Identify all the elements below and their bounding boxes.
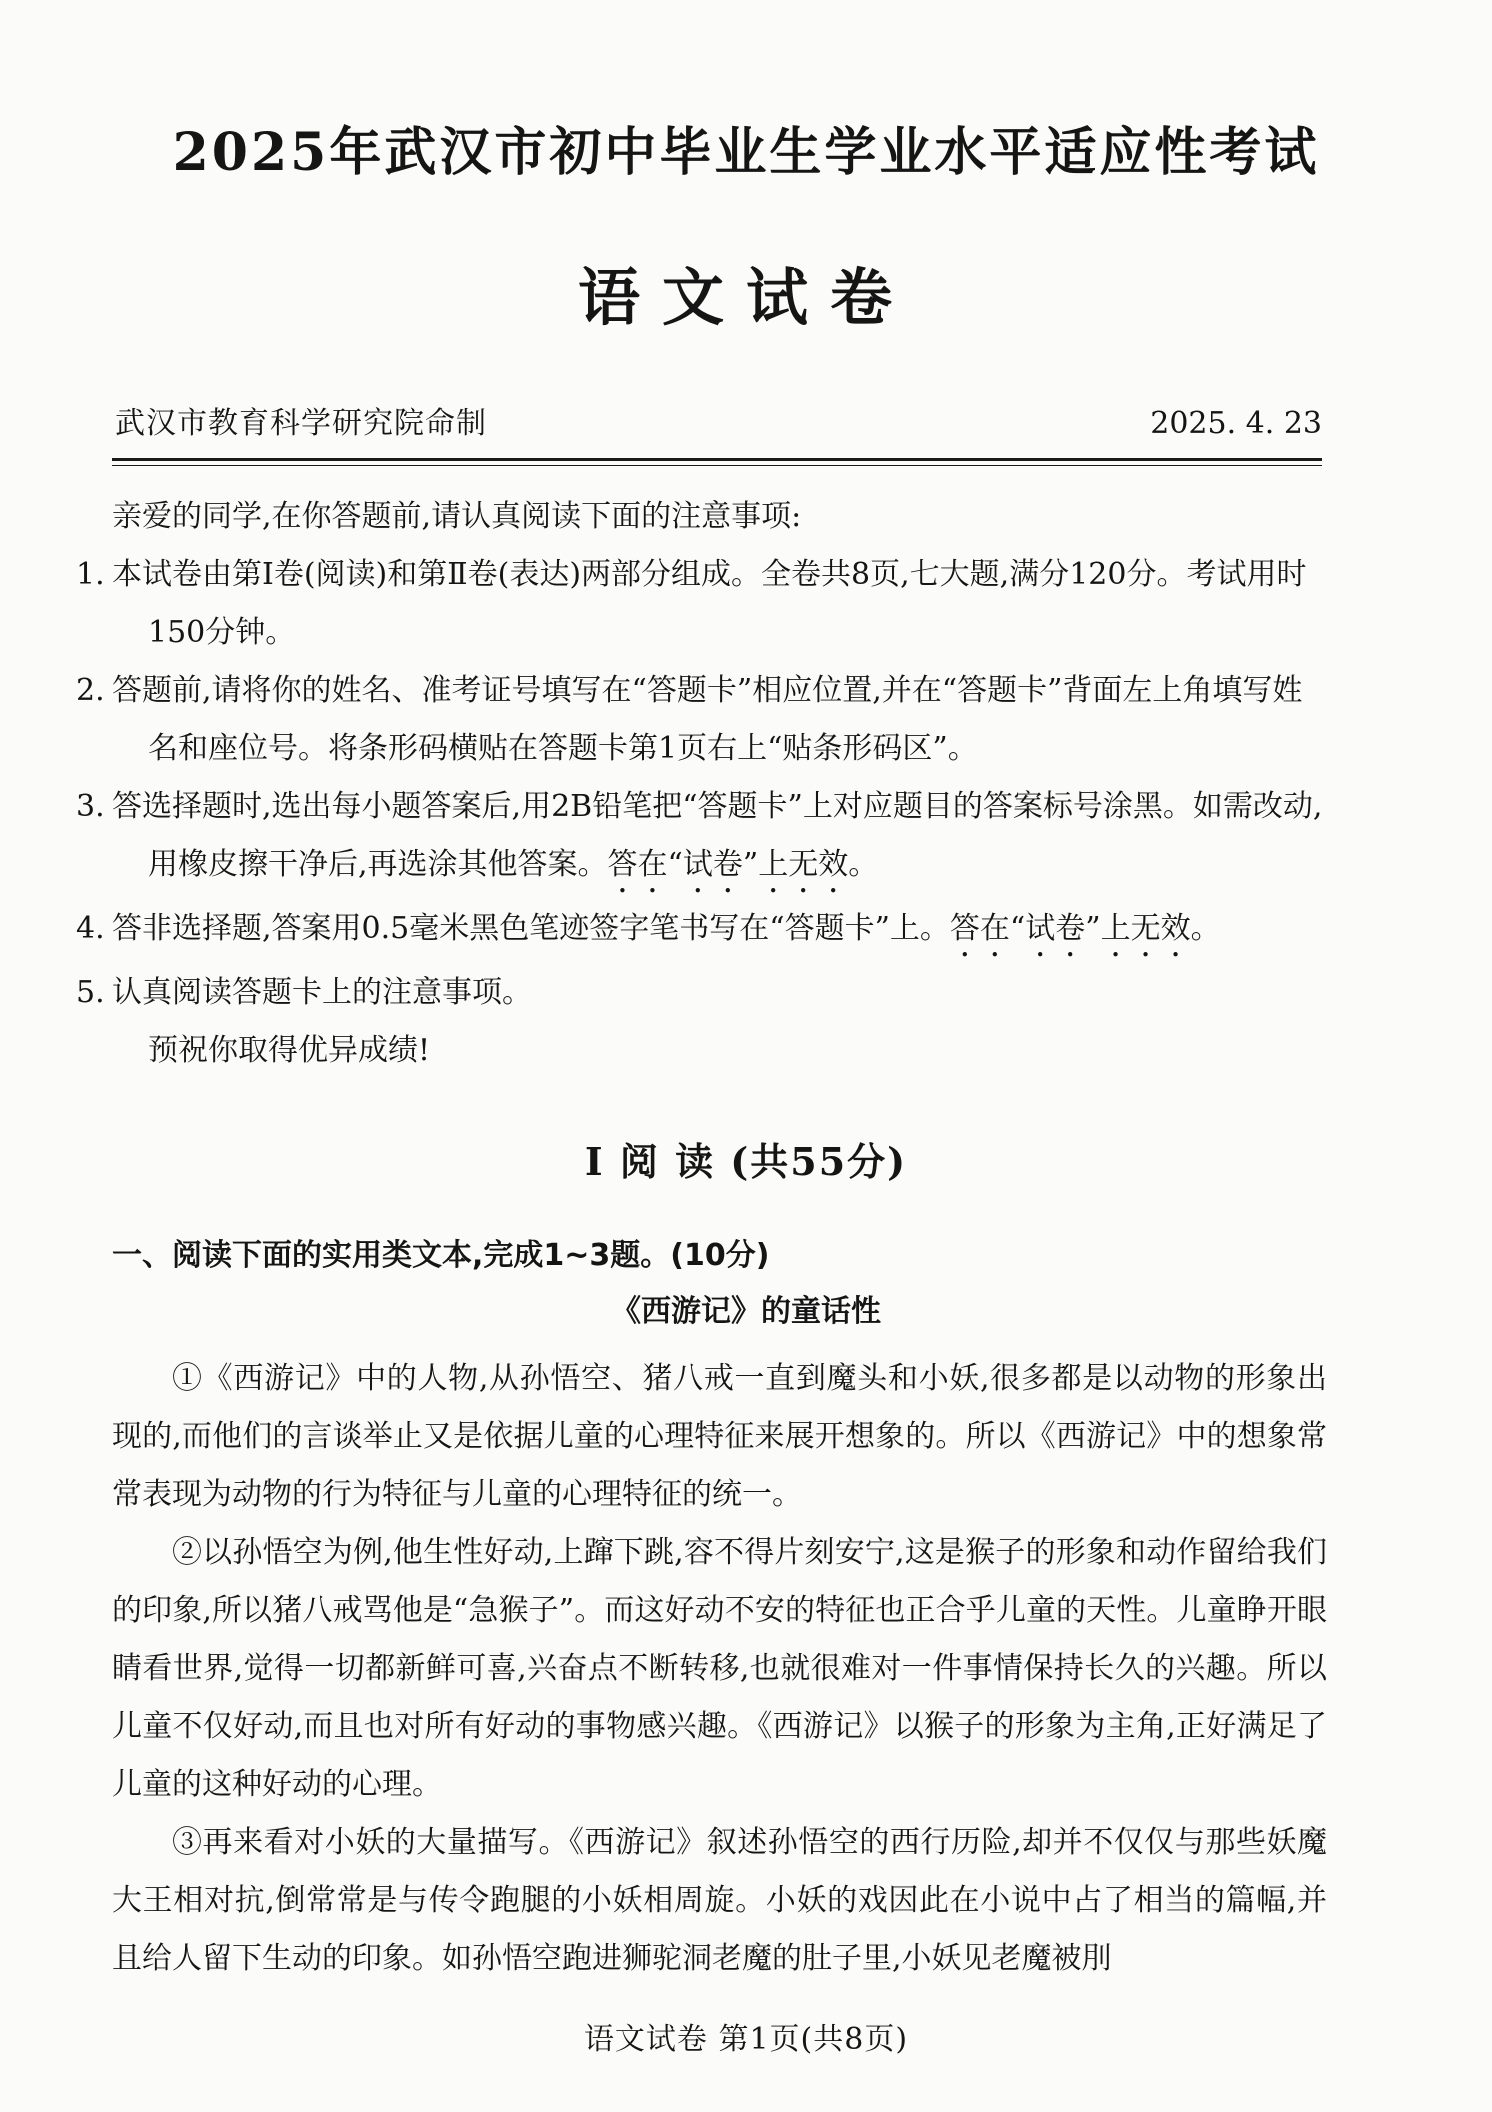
notice-emphasis: 答在“试卷”上无效 [607,847,849,882]
notice-blessing: 预祝你取得优异成绩! [148,1033,431,1068]
notice-text: 本试卷由第Ⅰ卷(阅读)和第Ⅱ卷(表达)两部分组成。全卷共8页,七大题,满分120分。考试用时150分钟。 [112,557,1307,650]
article-paragraph: ①《西游记》中的人物,从孙悟空、猪八戒一直到魔头和小妖,很多都是以动物的形象出现的,而他们的言谈举止又是依据儿童的心理特征来展开想象的。所以《西游记》中的想象常常表现为动物的行为特征与儿童的心理特征的统一。 [112,1361,1327,1512]
issuer-line: 武汉市教育科学研究院命制 [115,406,487,441]
subject-title: 语文试卷 [577,261,914,334]
notice-item-1: 1. 本试卷由第Ⅰ卷(阅读)和第Ⅱ卷(表达)两部分组成。全卷共8页,七大题,满分120分。考试用时150分钟。 [76,557,1307,650]
exam-date: 2025. 4. 23 [1150,406,1322,441]
notice-item-4: 4. 答非选择题,答案用0.5毫米黑色笔迹签字笔书写在“答题卡”上。答在“试卷”上无效。 [76,911,1221,946]
notice-text: 认真阅读答题卡上的注意事项。 [112,975,532,1010]
notice-text: 答非选择题,答案用0.5毫米黑色笔迹签字笔书写在“答题卡”上。 [112,911,950,946]
notice-item-2: 2. 答题前,请将你的姓名、准考证号填写在“答题卡”相应位置,并在“答题卡”背面左上角填写姓名和座位号。将条形码横贴在答题卡第1页右上“贴条形码区”。 [76,673,1303,766]
notices-list [76,546,1327,1080]
notice-item-5: 5. 认真阅读答题卡上的注意事项。 [76,975,532,1010]
notice-tail: 。 [1190,911,1221,946]
notices-intro-text: 亲爱的同学,在你答题前,请认真阅读下面的注意事项: [112,499,802,534]
article-title: 《西游记》的童话性 [611,1294,881,1329]
notice-emphasis: 答在“试卷”上无效 [949,911,1191,946]
notice-text: 答题前,请将你的姓名、准考证号填写在“答题卡”相应位置,并在“答题卡”背面左上角填写姓名和座位号。将条形码横贴在答题卡第1页右上“贴条形码区”。 [112,673,1303,766]
article-paragraph: ③再来看对小妖的大量描写。《西游记》叙述孙悟空的西行历险,却并不仅仅与那些妖魔大王相对抗,倒常常是与传令跑腿的小妖相周旋。小妖的戏因此在小说中占了相当的篇幅,并且给人留下生动的印象。如孙悟空跑进狮驼洞老魔的肚子里,小妖见老魔被刖 [112,1825,1327,1976]
notice-tail: 。 [848,847,879,882]
section-heading: Ⅰ 阅 读 (共55分) [584,1139,908,1184]
exam-title: 2025年武汉市初中毕业生学业水平适应性考试 [172,122,1320,183]
header-rule-thick [112,458,1322,461]
notice-item-3: 3. 答选择题时,选出每小题答案后,用2B铅笔把“答题卡”上对应题目的答案标号涂黑。如需改动,用橡皮擦干净后,再选涂其他答案。答在“试卷”上无效。 [76,789,1323,882]
article-body [112,1350,1327,1988]
notice-text: 答选择题时,选出每小题答案后,用2B铅笔把“答题卡”上对应题目的答案标号涂黑。如需改动,用橡皮擦干净后,再选涂其他答案。 [112,789,1323,882]
header-rule-thin [112,465,1322,466]
article-paragraph: ②以孙悟空为例,他生性好动,上蹿下跳,容不得片刻安宁,这是猴子的形象和动作留给我们的印象,所以猪八戒骂他是“急猴子”。而这好动不安的特征也正合乎儿童的天性。儿童睁开眼睛看世界,觉得一切都新鲜可喜,兴奋点不断转移,也就很难对一件事情保持长久的兴趣。所以儿童不仅好动,而且也对所有好动的事物感兴趣。《西游记》以猴子的形象为主角,正好满足了儿童的这种好动的心理。 [112,1535,1327,1802]
page-footer: 语文试卷 第1页(共8页) [583,2022,909,2057]
question-heading: 一、阅读下面的实用类文本,完成1~3题。(10分) [112,1238,770,1273]
notices-intro [112,488,1327,546]
